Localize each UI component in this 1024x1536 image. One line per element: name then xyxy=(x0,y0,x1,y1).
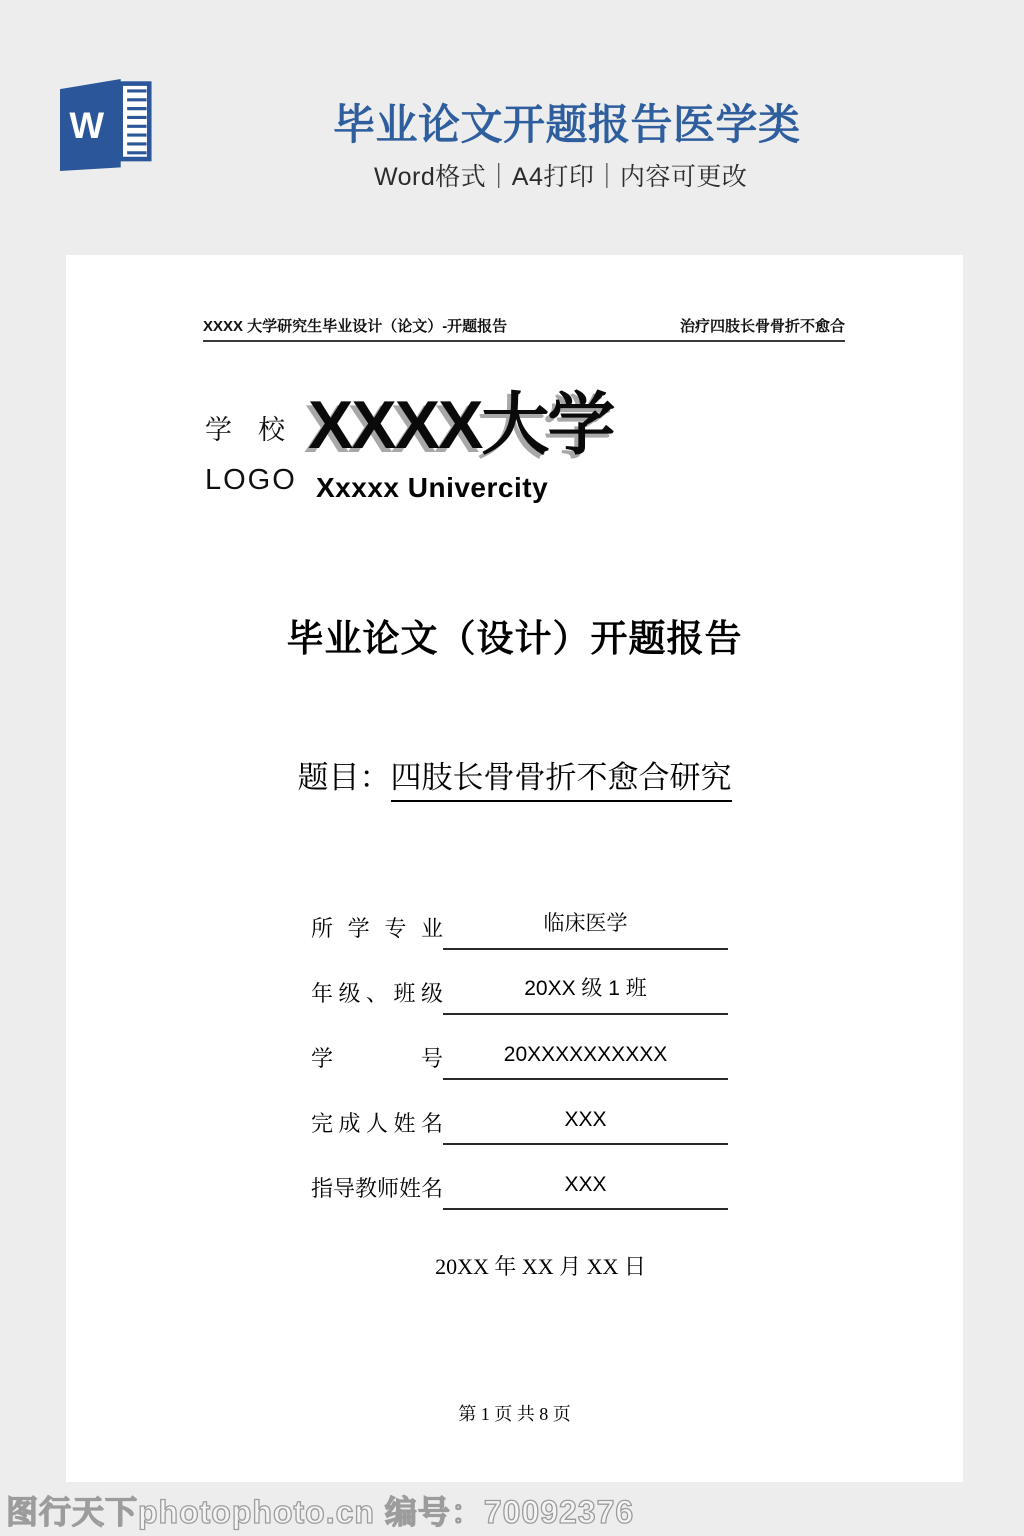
field-row xyxy=(311,950,731,1015)
field-value-underline: 20XXXXXXXXXX xyxy=(443,1043,728,1080)
field-value-underline: XXX xyxy=(443,1108,728,1145)
field-label: 年级、班级 xyxy=(311,981,443,1006)
field-row xyxy=(311,1080,731,1145)
report-title: 毕业论文（设计）开题报告 xyxy=(286,619,743,660)
field-label: 指导教师姓名 xyxy=(311,1176,444,1201)
university-name-en: Xxxxx Univercity xyxy=(316,472,549,503)
field-row xyxy=(311,885,731,950)
field-row xyxy=(311,1015,731,1080)
date-line: 20XX 年 XX 月 XX 日 xyxy=(435,1254,646,1279)
page-number: 第 1 页 共 8 页 xyxy=(458,1404,571,1424)
word-icon-svg xyxy=(60,78,152,172)
field-label: 所学专业 xyxy=(311,916,443,941)
banner-title: 毕业论文开题报告医学类 xyxy=(333,101,801,148)
word-icon xyxy=(60,78,152,172)
word-icon-page xyxy=(121,84,150,159)
university-name-cn: XXXX大学 xyxy=(308,387,614,463)
field-value-underline: 临床医学 xyxy=(443,907,728,950)
field-row xyxy=(311,1145,731,1210)
field-value-underline: XXX xyxy=(443,1173,728,1210)
watermark: 图行天下photophoto.cn 编号：70092376 xyxy=(6,1494,635,1530)
school-logo-label-line2: LOGO xyxy=(205,464,297,496)
subject-line xyxy=(66,752,963,802)
document-header xyxy=(203,315,845,342)
subject-label: 题目： xyxy=(297,760,391,795)
document-header-left: XXXX 大学研究生毕业设计（论文）-开题报告 xyxy=(203,318,508,335)
field-label: 完成人姓名 xyxy=(311,1111,443,1136)
document-page xyxy=(66,255,963,1482)
subject-value: 四肢长骨骨折不愈合研究 xyxy=(391,752,732,802)
school-logo-label-line1: 学 校 xyxy=(205,415,285,445)
fields-form xyxy=(311,885,731,1210)
banner-subtitle: Word格式｜A4打印｜内容可更改 xyxy=(374,163,748,191)
word-icon-letter: W xyxy=(69,104,105,146)
document-header-right: 治疗四肢长骨骨折不愈合 xyxy=(679,318,845,335)
field-value-underline: 20XX 级 1 班 xyxy=(443,972,728,1015)
field-label: 学号 xyxy=(311,1046,443,1071)
